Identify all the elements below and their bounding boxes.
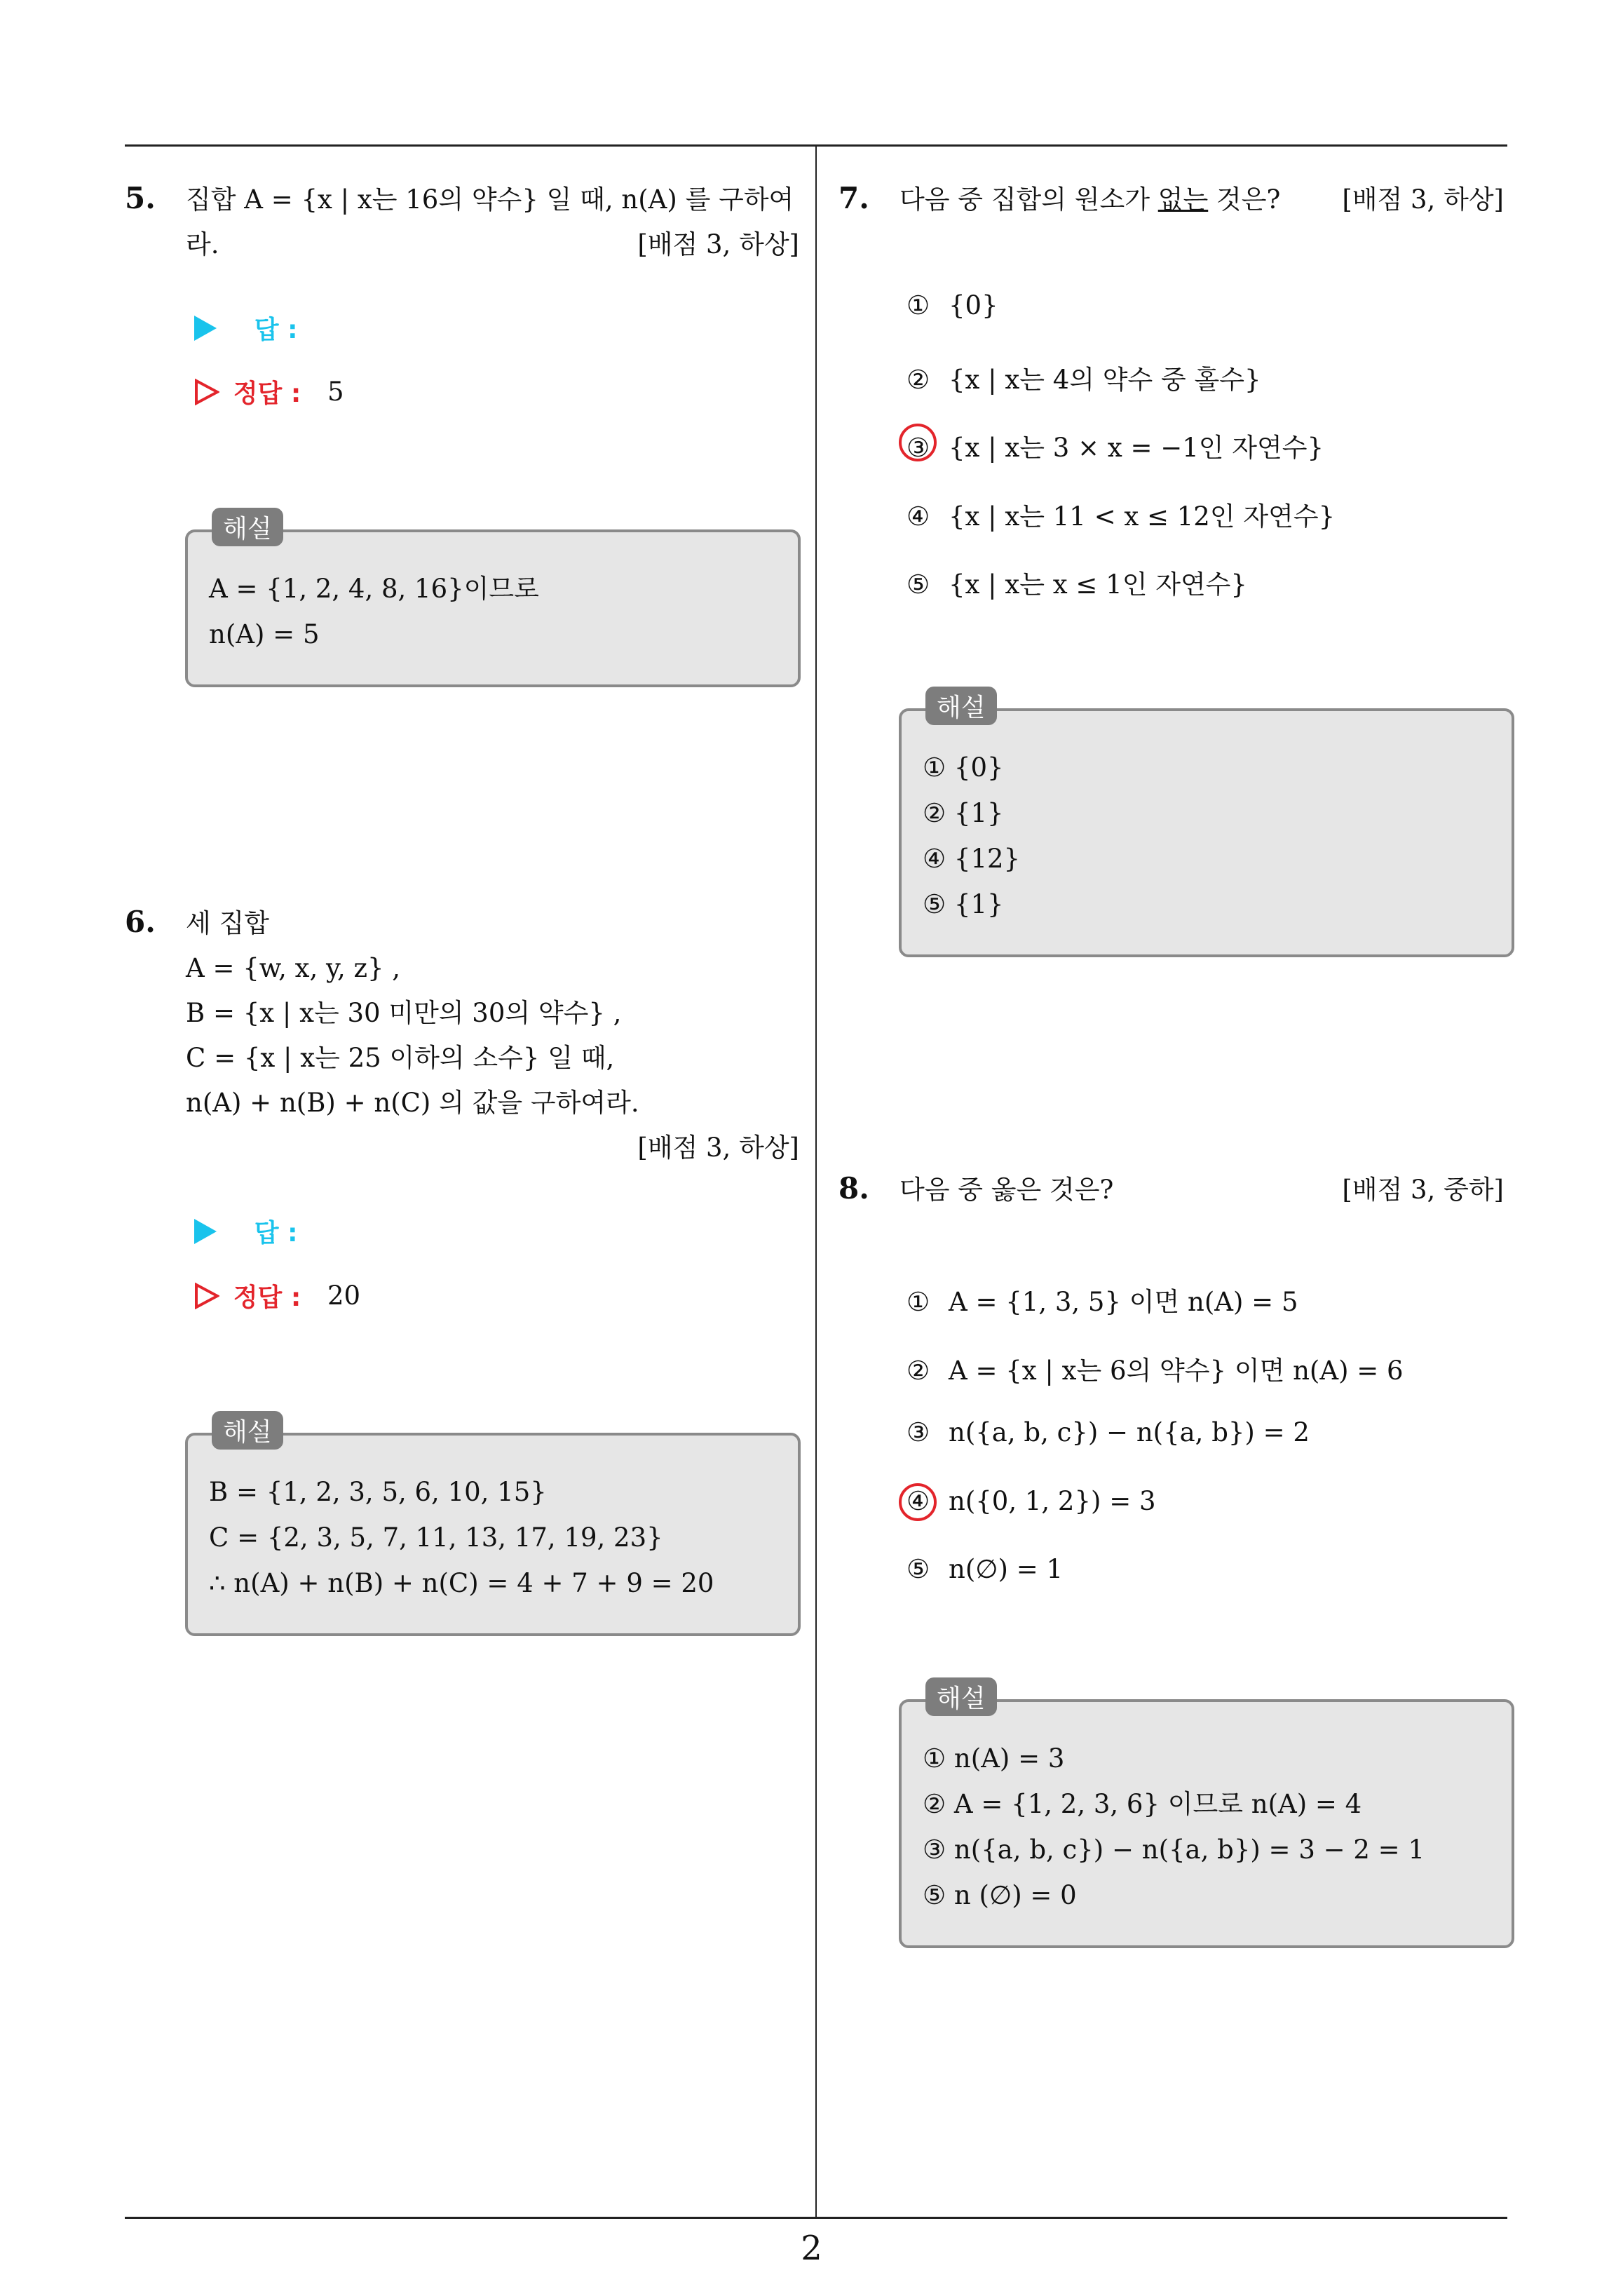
option-text: {x | x는 x ≤ 1인 자연수} (949, 569, 1247, 600)
solution-line: C = {2, 3, 5, 7, 11, 13, 17, 19, 23} (209, 1522, 663, 1553)
question-7-option-1[interactable] (906, 290, 998, 320)
question-7-number: 7. (838, 181, 869, 215)
column-divider (815, 144, 817, 2217)
option-mark: ⑤ (906, 1554, 930, 1584)
option-mark: ④ (906, 501, 930, 532)
solution-line: B = {1, 2, 3, 5, 6, 10, 15} (209, 1477, 547, 1507)
question-7-points: [배점 3, 하상] (1342, 184, 1504, 215)
question-7-option-3[interactable] (906, 426, 1324, 464)
question-6-points: [배점 3, 하상] (637, 1133, 799, 1163)
solution-line: ④ {12} (923, 844, 1021, 874)
correct-value: 20 (327, 1281, 361, 1311)
option-text: {x | x는 3 × x = −1인 자연수} (949, 433, 1324, 463)
solution-line: ② A = {1, 2, 3, 6} 이므로 n(A) = 4 (923, 1789, 1362, 1819)
question-6-line: n(A) + n(B) + n(C) 의 값을 구하여라. (186, 1088, 639, 1118)
question-8-option-4[interactable] (906, 1486, 1156, 1516)
solution-line: A = {1, 2, 4, 8, 16}이므로 (209, 574, 539, 604)
question-8-option-1[interactable] (906, 1281, 1298, 1318)
question-6-number: 6. (125, 905, 156, 939)
option-text: n({a, b, c}) − n({a, b}) = 2 (949, 1417, 1310, 1447)
correct-marker-icon (194, 379, 219, 405)
question-6-solution-tab: 해설 (212, 1411, 283, 1450)
option-text: A = {1, 3, 5} 이면 n(A) = 5 (949, 1287, 1298, 1317)
answer-label: 답 : (254, 1219, 298, 1248)
option-mark: ③ (906, 433, 930, 463)
correct-value: 5 (327, 377, 344, 407)
option-text: {x | x는 11 < x ≤ 12인 자연수} (949, 501, 1336, 532)
option-mark: ① (906, 290, 930, 320)
question-6-line: 세 집합 (186, 908, 269, 938)
correct-marker-icon (194, 1283, 219, 1309)
option-mark: ① (906, 1287, 930, 1317)
question-8-number: 8. (838, 1171, 869, 1206)
bottom-rule (125, 2217, 1507, 2219)
question-5-number: 5. (125, 181, 156, 215)
solution-line: ⑤ {1} (923, 889, 1004, 919)
question-7-text-before: 다음 중 집합의 원소가 (899, 184, 1158, 215)
option-mark: ④ (906, 1486, 930, 1516)
option-text: n({0, 1, 2}) = 3 (949, 1486, 1156, 1516)
question-7-text-underlined: 없는 (1157, 184, 1209, 215)
question-5-points: [배점 3, 하상] (637, 229, 799, 259)
question-7-text-after: 것은? (1208, 184, 1281, 215)
solution-line: ① n(A) = 3 (923, 1743, 1065, 1774)
selected-answer-mark-icon (899, 1483, 937, 1521)
option-mark: ③ (906, 1417, 930, 1447)
question-7-option-5[interactable] (906, 563, 1247, 601)
question-6-correct-row (194, 1278, 360, 1314)
answer-label: 답 : (254, 316, 298, 344)
page-number: 2 (801, 2229, 822, 2268)
question-7-text (899, 177, 1280, 222)
question-7-solution-box (899, 708, 1514, 957)
option-text: n(∅) = 1 (949, 1554, 1063, 1584)
question-7-option-2[interactable] (906, 358, 1261, 396)
question-6-line: A = {w, x, y, z} , (186, 953, 401, 983)
solution-line: ③ n({a, b, c}) − n({a, b}) = 3 − 2 = 1 (923, 1835, 1425, 1865)
question-5-text-line2: 라. (186, 229, 219, 259)
selected-answer-mark-icon (899, 424, 937, 461)
question-6-line: B = {x | x는 30 미만의 30의 약수} , (186, 998, 622, 1028)
question-7-solution-tab: 해설 (925, 687, 997, 725)
option-text: A = {x | x는 6의 약수} 이면 n(A) = 6 (949, 1356, 1404, 1386)
question-5-answer-row (194, 310, 297, 346)
solution-line: ② {1} (923, 798, 1004, 828)
correct-label: 정답 : (233, 379, 301, 408)
question-8-option-2[interactable] (906, 1349, 1404, 1387)
option-mark: ⑤ (906, 569, 930, 600)
answer-marker-icon (194, 316, 217, 341)
solution-line: ∴ n(A) + n(B) + n(C) = 4 + 7 + 9 = 20 (209, 1568, 714, 1598)
option-text: {0} (949, 290, 998, 320)
question-5-solution-box (185, 529, 801, 687)
question-6-answer-row (194, 1213, 297, 1249)
question-6-text (186, 901, 639, 1126)
option-text: {x | x는 4의 약수 중 홀수} (949, 365, 1261, 395)
question-5-solution-tab: 해설 (212, 508, 283, 546)
question-8-option-3[interactable] (906, 1417, 1310, 1447)
question-8-points: [배점 3, 중하] (1342, 1175, 1504, 1205)
question-8-option-5[interactable] (906, 1554, 1063, 1584)
correct-label: 정답 : (233, 1283, 301, 1312)
answer-marker-icon (194, 1219, 217, 1244)
question-6-line: C = {x | x는 25 이하의 소수} 일 때, (186, 1043, 615, 1073)
solution-line: ⑤ n (∅) = 0 (923, 1880, 1077, 1910)
question-6-solution-box (185, 1433, 801, 1636)
question-8-solution-box (899, 1699, 1514, 1948)
question-5-text-line1: 집합 A = {x | x는 16의 약수} 일 때, n(A) 를 구하여 (186, 184, 794, 215)
option-mark: ② (906, 1356, 930, 1386)
question-8-solution-tab: 해설 (925, 1677, 997, 1716)
question-8-text: 다음 중 옳은 것은? (899, 1175, 1114, 1205)
option-mark: ② (906, 365, 930, 395)
solution-line: n(A) = 5 (209, 619, 320, 649)
question-5-correct-row (194, 374, 344, 410)
solution-line: ① {0} (923, 752, 1004, 783)
question-7-option-4[interactable] (906, 495, 1335, 533)
